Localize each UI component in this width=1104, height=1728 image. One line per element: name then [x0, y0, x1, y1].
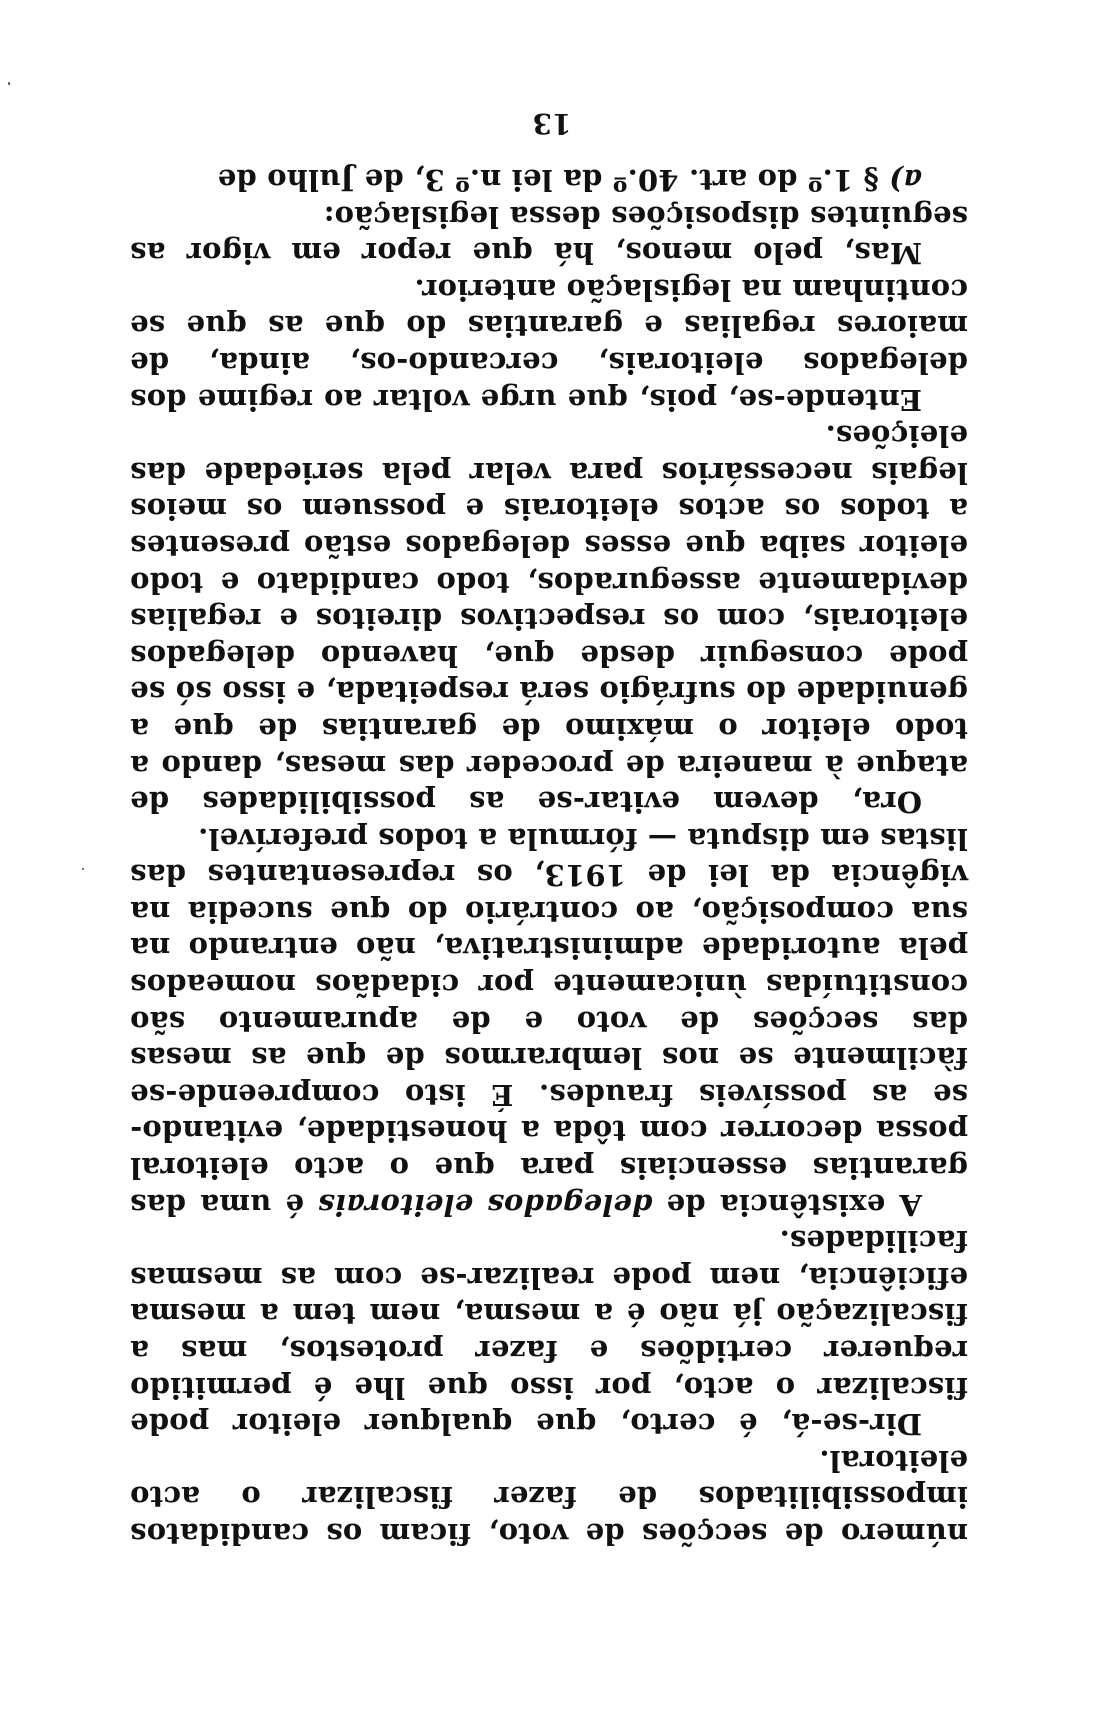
paragraph-2: Dir-se-á, é certo, que qualquer eleitor pode fiscalizar o acto, por isso que lhe é permitido requerer certidões e fazer protestos, mas a fiscalização já não é a mesma, nem tem a mesma eficiência, nem pode realizar-se com as mesmas facilidades.: [130, 1224, 968, 1442]
paragraph-7: [130, 161, 968, 198]
paragraph-7-label: a): [889, 163, 922, 198]
scan-speck: [82, 868, 84, 870]
paragraph-4: Ora, devem evitar-se as possibilidades de ataque à maneira de proceder das mesas, dando a todo eleitor o máximo de garantias de que a genuidade do sufrágio será respeitada, e isso só se pode conseguir desde que, havendo delegados eleitorais, com os respectivos direitos e regalias devidamente assegurados, todo candidato e todo eleitor saiba que esses delegados estão presentes a todos os actos eleitorais e possuem os meios legais necessários para velar pela seriedade das eleições.: [130, 419, 968, 820]
paragraph-3: [130, 820, 968, 1223]
paragraph-3-italic: delegados eleitorais: [318, 1187, 653, 1222]
paragraph-6: Mas, pelo menos, há que repor em vigor as seguintes disposições dessa legislação:: [130, 199, 968, 271]
page-number: 13: [532, 107, 572, 140]
paragraph-7-text: § 1.º do art. 40.º da lei n.º 3, de Julho de: [217, 163, 890, 198]
paragraph-3-start: A existência de: [652, 1187, 922, 1222]
scan-speck: [8, 82, 10, 85]
paragraph-3-end: é uma das garantias essenciais para que o acto eleitoral possa decorrer com tôda a honestidade, evitando-se as possíveis fraudes. É isto compreende-se fàcilmente se nos lembrarmos de que as mesas das secções de voto e de apuramento são constituídas ùnicamente por cidadãos nomeados pela autoridade administrativa, não entrando na sua composição, ao contrário do que sucedia na vigência da lei de 1913, os representantes das listas em disputa — fórmula a todos preferível.: [130, 821, 968, 1222]
paragraph-1: número de secções de voto, ficam os candidatos impossibilitados de fazer fiscalizar o acto eleitoral.: [130, 1443, 968, 1551]
paragraph-5: Entende-se, pois, que urge voltar ao regime dos delegados eleitorais, cercando-os, ainda, de maiores regalias e garantias do que as que se continham na legislação anterior.: [130, 272, 968, 417]
body-text: [130, 161, 968, 1552]
